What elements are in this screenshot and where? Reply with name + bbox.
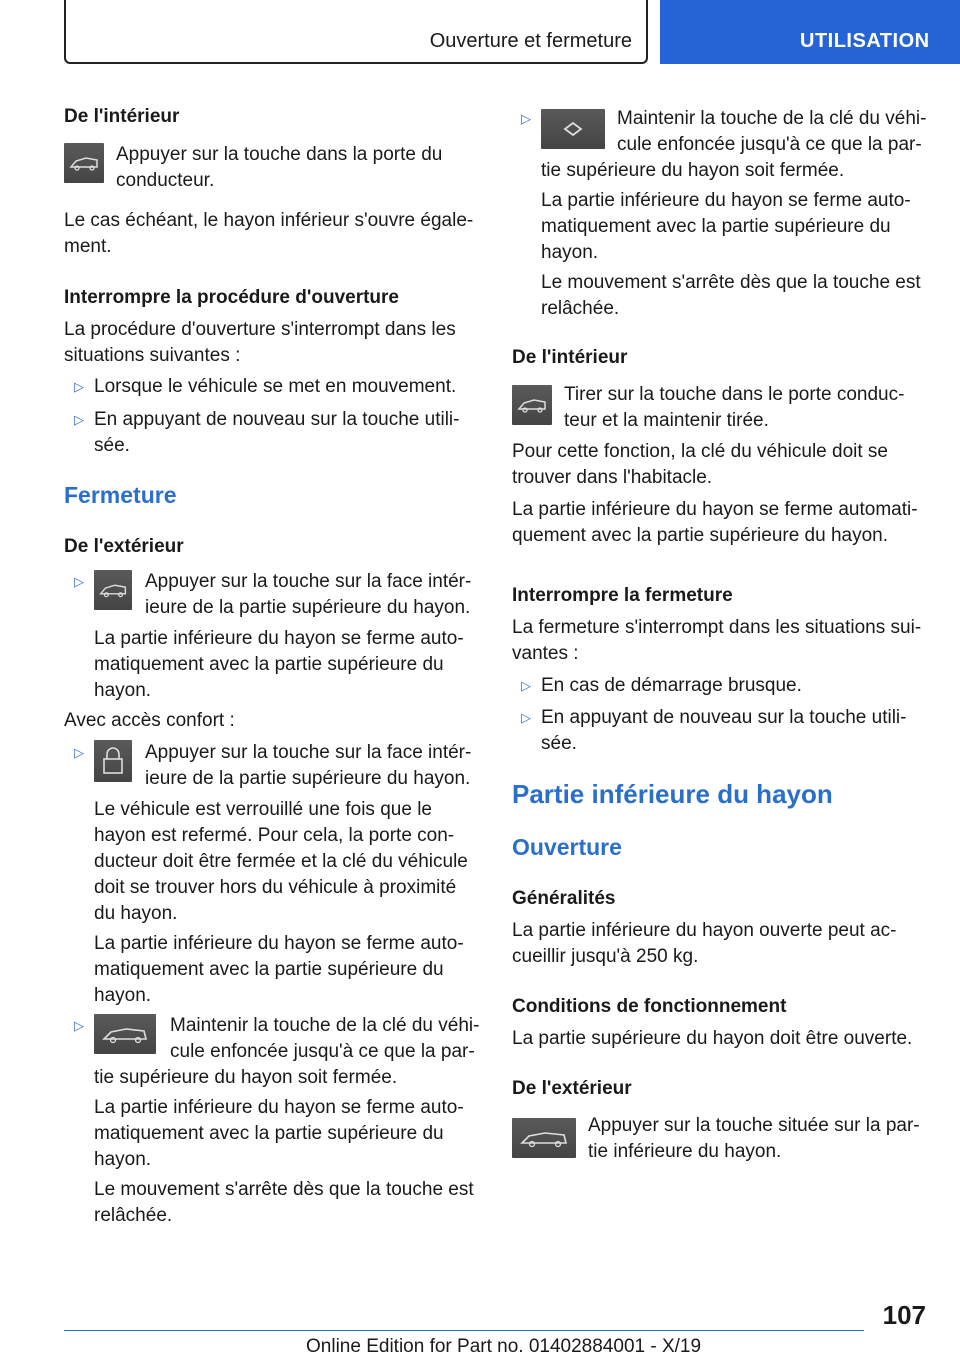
heading-conditions: Conditions de fonctionnement [512,996,787,1017]
r-int-line1: Tirer sur la touche dans le porte conduc- [564,384,905,405]
bullet-icon: ▷ [521,710,531,725]
r-b1-line2: cule enfoncée jusqu'à ce que la par- [617,134,922,155]
footer-edition: Online Edition for Part no. 01402884001 - X/19 [306,1336,702,1357]
bullet-item: En cas de démarrage brusque. [541,675,802,696]
r-b1-para3: hayon. [541,242,599,263]
key-tailgate-icon [94,1014,156,1054]
r-b1-line1: Maintenir la touche de la clé du véhi- [617,108,927,129]
lock-icon [94,740,132,782]
bullet-item: En appuyant de nouveau sur la touche utili- [541,707,907,728]
header-section-box [64,0,648,64]
b5-q1: Le mouvement s'arrête dès que la touche est [94,1179,474,1200]
r-gen-line2: cueillir jusqu'à 250 kg. [512,946,699,967]
b5-line1: Maintenir la touche de la clé du véhi- [170,1015,480,1036]
heading-lower-tailgate: Partie inférieure du hayon [512,779,833,809]
bullet-icon: ▷ [74,1018,84,1033]
r-b1-line3: tie supérieure du hayon soit fermée. [541,160,845,181]
b3-line1: Appuyer sur la touche sur la face intér- [145,571,472,592]
heading-ouverture: Ouverture [512,834,622,860]
b4-para3: ducteur doit être fermée et la clé du véhicule [94,851,468,872]
page-number: 107 [882,1300,926,1330]
b4-q3: hayon. [94,985,152,1006]
r-p1-line1: Pour cette fonction, la clé du véhicule doit se [512,441,889,462]
heading-general: Généralités [512,888,616,909]
r-b1-para2: matiquement avec la partie supérieure du [541,216,891,237]
b4-para5: du hayon. [94,903,178,924]
r-ext-line1: Appuyer sur la touche située sur la par- [588,1115,920,1136]
heading-interior: De l'intérieur [64,106,180,127]
r-cond: La partie supérieure du hayon doit être ouverte. [512,1028,913,1049]
comfort-access: Avec accès confort : [64,710,235,731]
heading-fermeture: Fermeture [64,482,177,508]
b5-q2: relâchée. [94,1205,173,1226]
heading-exterior: De l'extérieur [512,1078,632,1099]
b5-para2: matiquement avec la partie supérieure du [94,1123,444,1144]
b4-q2: matiquement avec la partie supérieure du [94,959,444,980]
b4-para1: Le véhicule est verrouillé une fois que le [94,799,432,820]
para1-line2: ment. [64,236,112,257]
b4-para4: doit se trouver hors du véhicule à proximité [94,877,457,898]
header-chapter-title: UTILISATION [800,30,930,52]
bullet-item-cont: sée. [541,733,577,754]
header-section-title: Ouverture et fermeture [429,30,632,52]
r-int-line2: teur et la maintenir tirée. [564,410,769,431]
b4-para2: hayon est refermé. Pour cela, la porte con- [94,825,455,846]
header-chapter-box [660,0,960,64]
b4-q1: La partie inférieure du hayon se ferme auto- [94,933,464,954]
tailgate-car-icon [64,143,104,183]
bullet-icon: ▷ [74,574,84,589]
lower-tailgate-car-icon [512,1118,576,1158]
b5-line3: tie supérieure du hayon soit fermée. [94,1067,398,1088]
heading-interrupt-closing: Interrompre la fermeture [512,585,733,606]
bullet-item: Lorsque le véhicule se met en mouvement. [94,376,457,397]
r-gen-line1: La partie inférieure du hayon ouverte peut ac- [512,920,897,941]
b3-line2: ieure de la partie supérieure du hayon. [145,597,471,618]
heading-interrupt-opening: Interrompre la procédure d'ouverture [64,287,399,308]
interior-text-2: conducteur. [116,170,215,191]
b3-para1: La partie inférieure du hayon se ferme auto- [94,628,464,649]
r-b1-para1: La partie inférieure du hayon se ferme auto- [541,190,911,211]
r-p1-line2: trouver dans l'habitacle. [512,467,713,488]
tailgate-car-icon [94,570,132,610]
bullet-item-cont: sée. [94,435,130,456]
bullet-icon: ▷ [521,678,531,693]
b5-line2: cule enfoncée jusqu'à ce que la par- [170,1041,475,1062]
r-int2-line2: vantes : [512,643,579,664]
heading-interior: De l'intérieur [512,347,628,368]
key-close-icon [541,109,605,149]
b3-para2: matiquement avec la partie supérieure du [94,654,444,675]
bullet-icon: ▷ [74,412,84,427]
bullet-icon: ▷ [74,379,84,394]
bullet-icon: ▷ [74,745,84,760]
interrupt-line1: La procédure d'ouverture s'interrompt dans les [64,319,456,340]
heading-exterior: De l'extérieur [64,536,184,557]
r-int2-line1: La fermeture s'interrompt dans les situations sui- [512,617,922,638]
bullet-item: En appuyant de nouveau sur la touche utili- [94,409,460,430]
footer-divider [64,1330,864,1331]
interrupt-line2: situations suivantes : [64,345,241,366]
r-p2-line1: La partie inférieure du hayon se ferme automati- [512,499,918,520]
b5-para3: hayon. [94,1149,152,1170]
bullet-icon: ▷ [521,111,531,126]
para1-line1: Le cas échéant, le hayon inférieur s'ouvre égale- [64,210,474,231]
b4-line1: Appuyer sur la touche sur la face intér- [145,742,472,763]
r-b1-q2: relâchée. [541,298,620,319]
r-p2-line2: quement avec la partie supérieure du hayon. [512,525,889,546]
b4-line2: ieure de la partie supérieure du hayon. [145,768,471,789]
b5-para1: La partie inférieure du hayon se ferme auto- [94,1097,464,1118]
interior-text-1: Appuyer sur la touche dans la porte du [116,144,443,165]
tailgate-car-icon [512,385,552,425]
r-b1-q1: Le mouvement s'arrête dès que la touche est [541,272,921,293]
b3-para3: hayon. [94,680,152,701]
r-ext-line2: tie inférieure du hayon. [588,1141,782,1162]
